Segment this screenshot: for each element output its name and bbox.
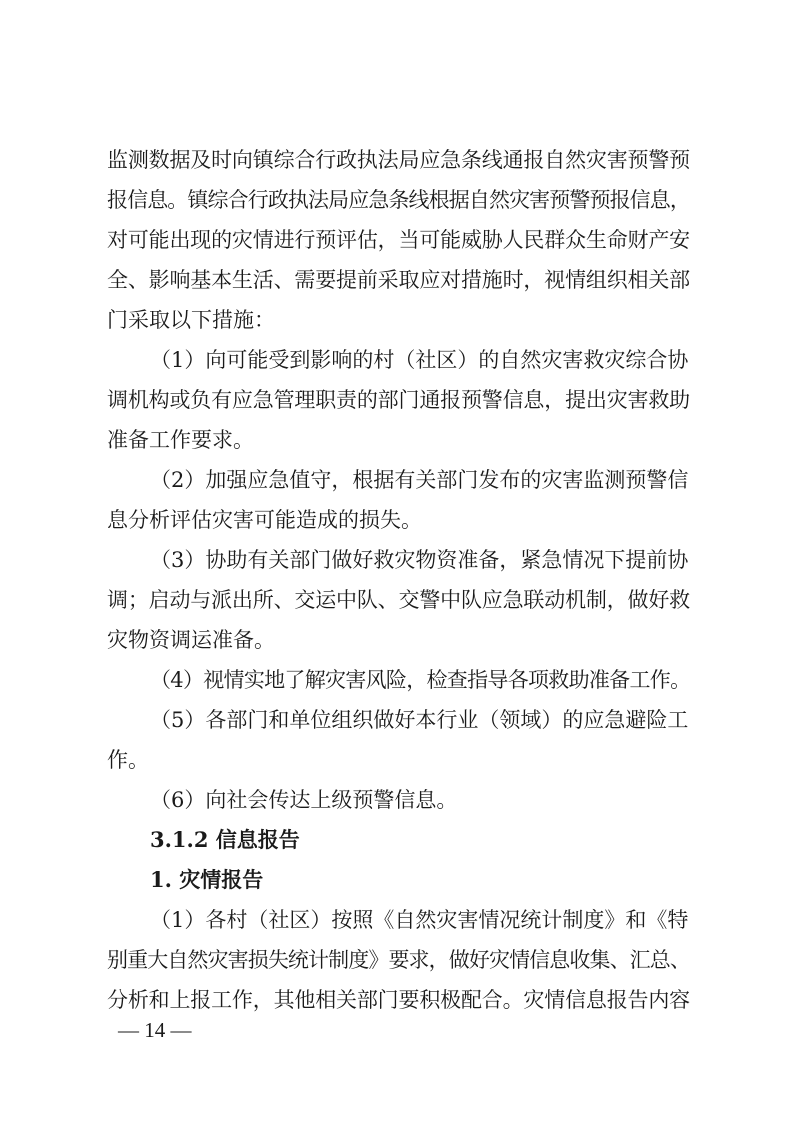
page-number: — 14 —	[118, 1018, 192, 1042]
text-line: 对可能出现的灾情进行预评估，当可能威胁人民群众生命财产安	[107, 228, 690, 252]
text-line: 门采取以下措施：	[107, 308, 275, 332]
list-item: （6）向社会传达上级预警信息。	[150, 788, 458, 812]
list-item: （1）各村（社区）按照《自然灾害情况统计制度》和《特	[150, 908, 689, 932]
text-line: 全、影响基本生活、需要提前采取应对措施时，视情组织相关部	[107, 268, 690, 292]
text-line: 别重大自然灾害损失统计制度》要求，做好灾情信息收集、汇总、	[107, 948, 690, 972]
list-item: （5）各部门和单位组织做好本行业（领域）的应急避险工	[150, 708, 689, 732]
text-line: 分析和上报工作，其他相关部门要积极配合。灾情信息报告内容	[107, 988, 690, 1012]
text-line: 调；启动与派出所、交运中队、交警中队应急联动机制，做好救	[107, 588, 690, 612]
text-line: 息分析评估灾害可能造成的损失。	[107, 508, 422, 532]
list-item: （2）加强应急值守，根据有关部门发布的灾害监测预警信	[150, 468, 689, 492]
text-line: 报信息。镇综合行政执法局应急条线根据自然灾害预警预报信息，	[107, 188, 690, 212]
subsection-heading: 1. 灾情报告	[150, 867, 264, 892]
section-heading: 3.1.2 信息报告	[150, 827, 300, 852]
text-line: 准备工作要求。	[107, 428, 254, 452]
text-line: 作。	[107, 748, 149, 772]
list-item: （1）向可能受到影响的村（社区）的自然灾害救灾综合协	[150, 348, 689, 372]
text-line: 灾物资调运准备。	[107, 628, 275, 652]
text-line: 调机构或负有应急管理职责的部门通报预警信息，提出灾害救助	[107, 388, 690, 412]
list-item: （3）协助有关部门做好救灾物资准备，紧急情况下提前协	[150, 548, 689, 572]
text-line: 监测数据及时向镇综合行政执法局应急条线通报自然灾害预警预	[107, 148, 690, 172]
list-item: （4）视情实地了解灾害风险，检查指导各项救助准备工作。	[150, 668, 691, 692]
